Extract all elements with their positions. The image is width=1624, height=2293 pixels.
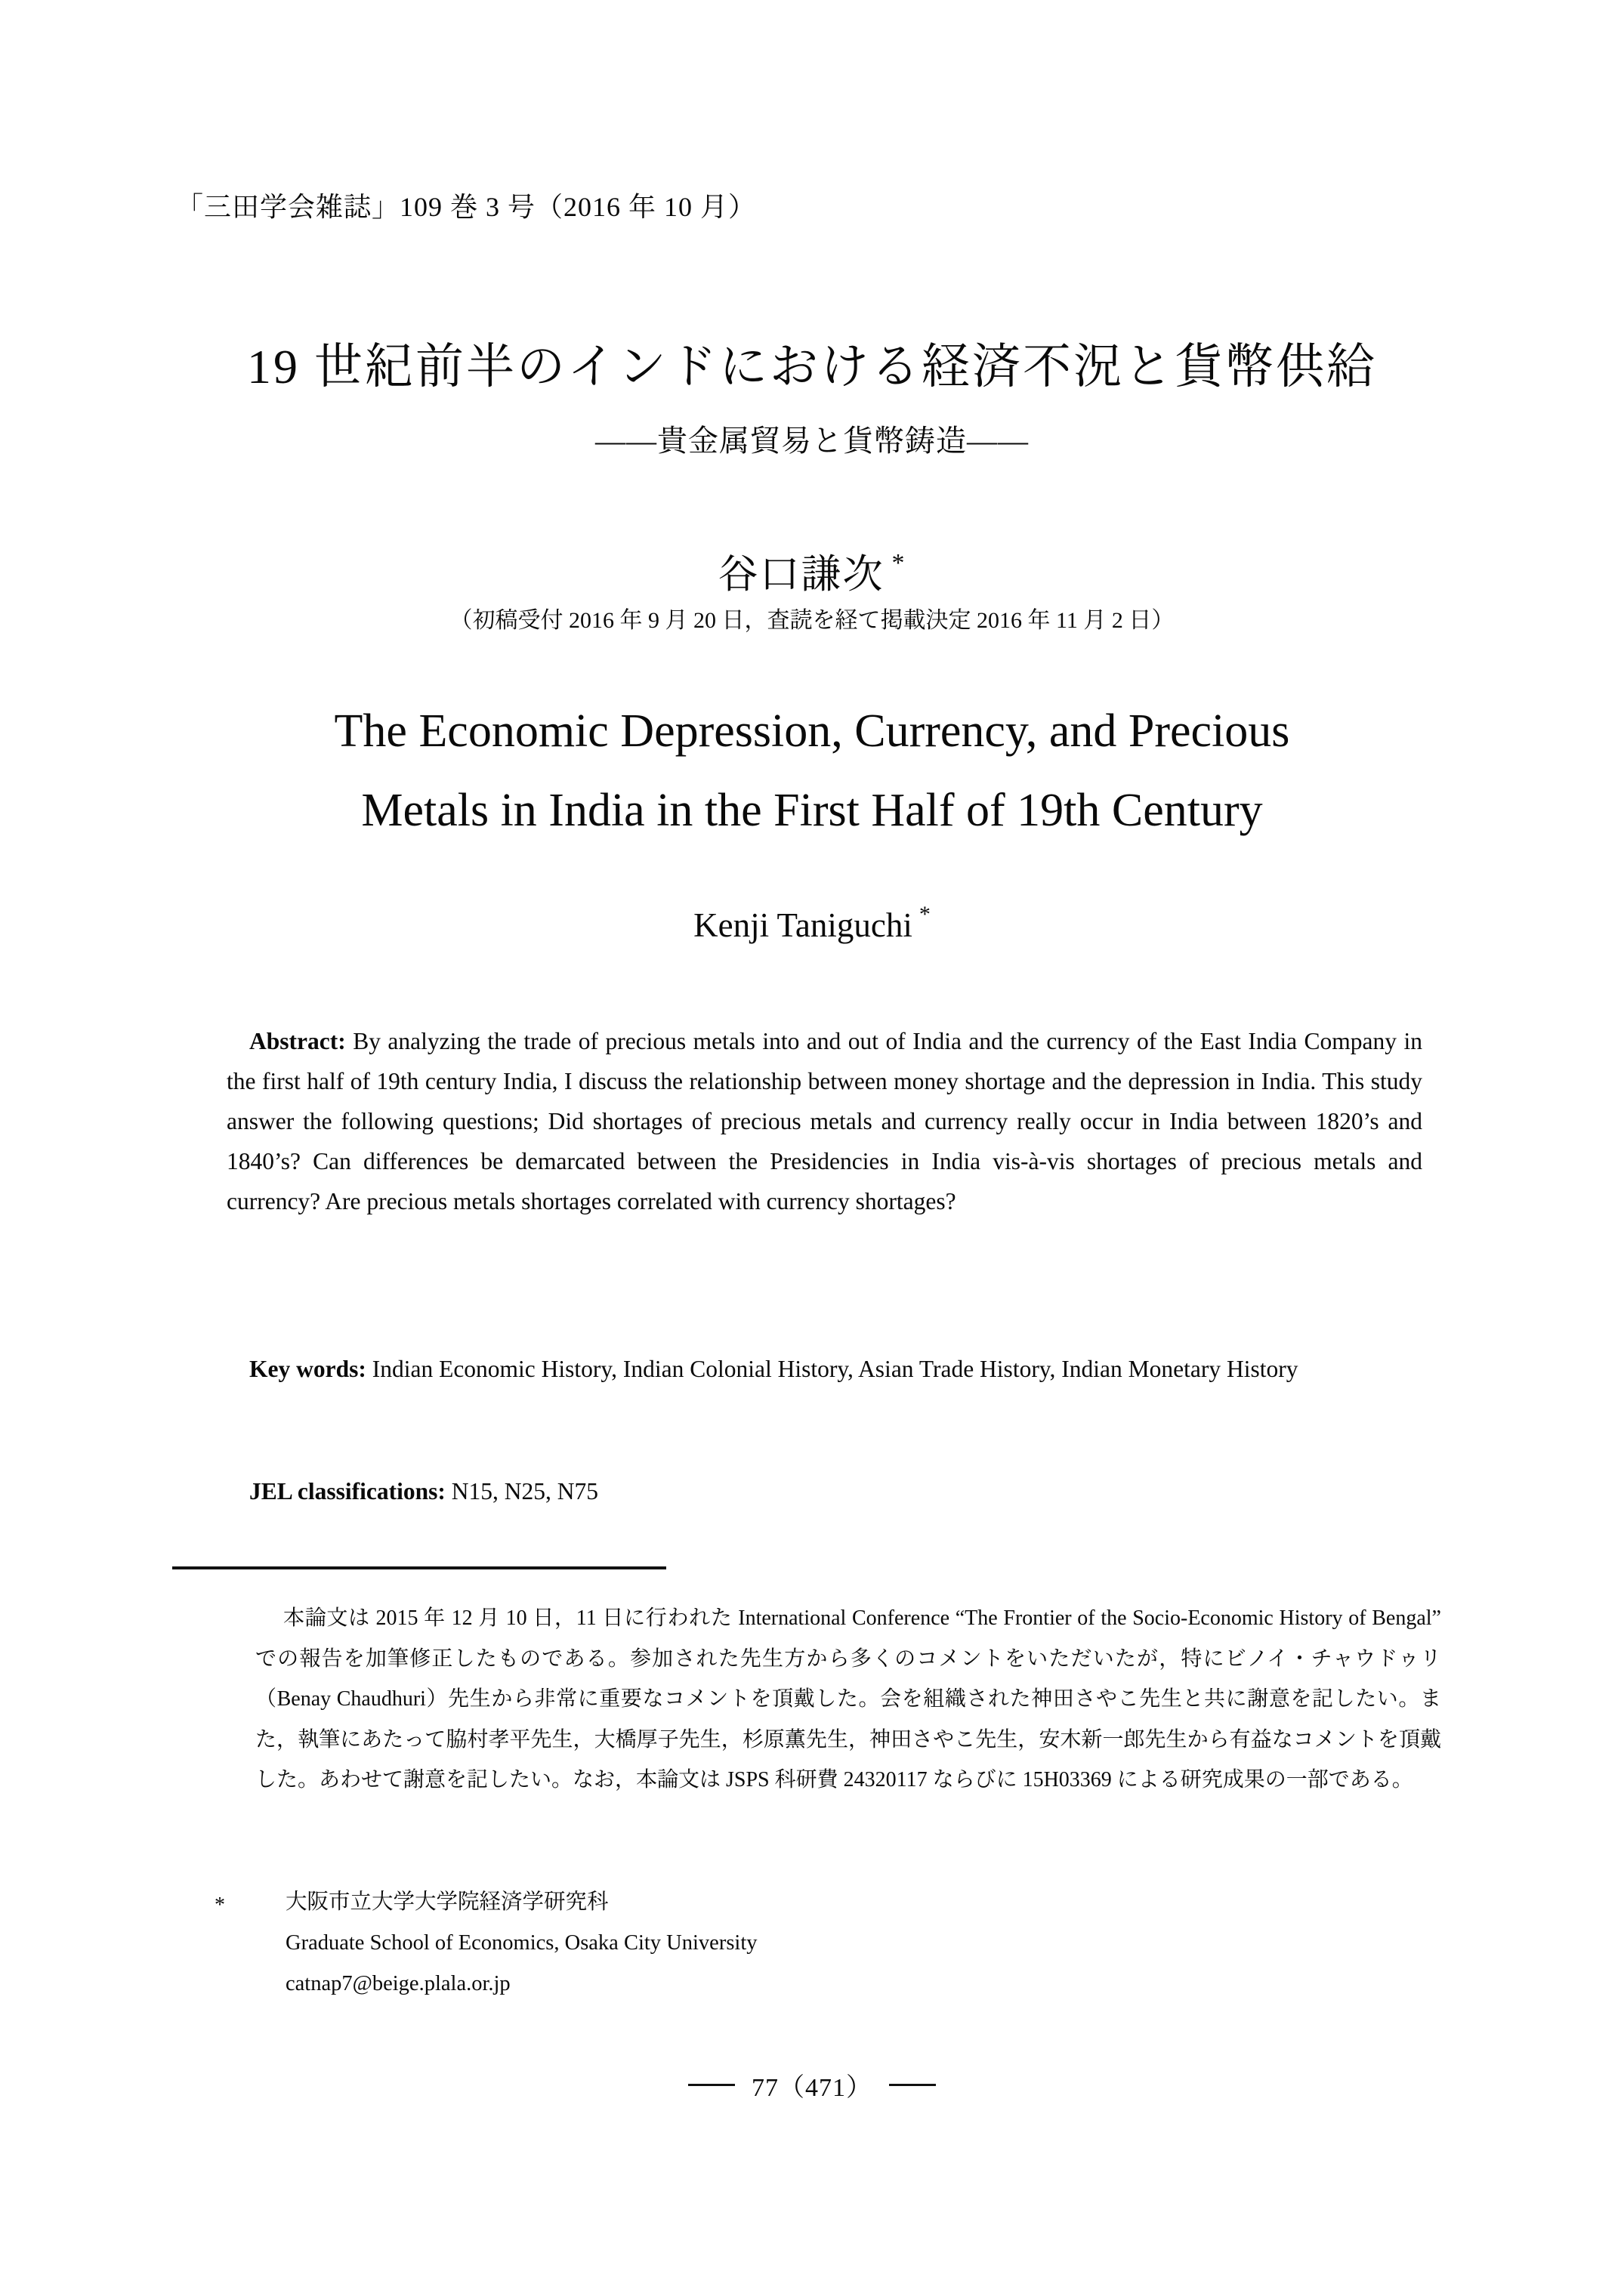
keywords-text: Indian Economic History, Indian Colonial History, Asian Trade History, Indian Monetary History — [372, 1356, 1298, 1382]
footer-dash-right — [889, 2084, 936, 2086]
jel-text: N15, N25, N75 — [451, 1478, 599, 1504]
keywords-paragraph — [227, 1349, 1422, 1389]
author-footnote-marker: * — [891, 549, 906, 577]
jel-paragraph — [227, 1471, 1422, 1511]
author-footnote-marker-en: * — [919, 902, 931, 927]
affiliation-english: Graduate School of Economics, Osaka City University — [286, 1931, 758, 1955]
title-english-line2: Metals in India in the First Half of 19th Century — [361, 785, 1263, 836]
subtitle-japanese: ——貴金属貿易と貨幣鋳造—— — [595, 424, 1029, 458]
abstract-text: By analyzing the trade of precious metals into and out of India and the currency of the East India Company in the first half of 19th century India, I discuss the relationship between money shortage and the depression in India. This study answer the following questions; Did shortages of precious metals and currency really occur in India between 1820’s and 1840’s? Can differences be demarcated between the Presidencies in India vis-à-vis shortages of precious metals and currency? Are precious metals shortages correlated with currency shortages? — [227, 1028, 1422, 1214]
title-english-line1: The Economic Depression, Currency, and Precious — [334, 705, 1290, 757]
author-japanese-name: 谷口謙次 — [718, 553, 885, 597]
affiliation-marker: * — [215, 1893, 225, 1917]
affiliation-block — [286, 1882, 758, 2004]
author-email: catnap7@beige.plala.or.jp — [286, 1972, 511, 1995]
author-english — [0, 902, 1624, 945]
page-number: 77（471） — [752, 2074, 872, 2102]
keywords-label: Key words: — [249, 1356, 366, 1382]
received-dates: （初稿受付 2016 年 9 月 20 日，査読を経て掲載決定 2016 年 11 月 2 日） — [449, 608, 1175, 633]
title-english — [0, 692, 1624, 850]
abstract-paragraph — [227, 1021, 1422, 1221]
affiliation-japanese: 大阪市立大学大学院経済学研究科 — [286, 1890, 609, 1914]
jel-label: JEL classifications: — [249, 1478, 446, 1504]
author-japanese — [0, 542, 1624, 600]
author-english-name: Kenji Taniguchi — [693, 906, 912, 944]
page-footer — [0, 2066, 1624, 2103]
footnote-text: 本論文は 2015 年 12 月 10 日，11 日に行われた International Conference “The Frontier of the Socio-Economic History of Bengal” での報告を加筆修正したものである。参加された先生方から多くのコメントをいただいたが，特にビノイ・チャウドゥリ（Benay Chaudhuri）先生から非常に重要なコメントを頂戴した。会を組織された神田さやこ先生と共に謝意を記したい。また，執筆にあたって脇村孝平先生，大橋厚子先生，杉原薫先生，神田さやこ先生，安木新一郎先生から有益なコメントを頂戴した。あわせて謝意を記したい。なお，本論文は JSPS 科研費 24320117 ならびに 15H03369 による研究成果の一部である。 — [255, 1606, 1441, 1792]
abstract-label: Abstract: — [249, 1028, 346, 1054]
footnote-separator-rule — [172, 1566, 666, 1569]
journal-header: 「三田学会雑誌」109 巻 3 号（2016 年 10 月） — [176, 192, 757, 222]
footer-dash-left — [688, 2084, 735, 2086]
title-japanese: 19 世紀前半のインドにおける経済不況と貨幣供給 — [247, 340, 1377, 393]
